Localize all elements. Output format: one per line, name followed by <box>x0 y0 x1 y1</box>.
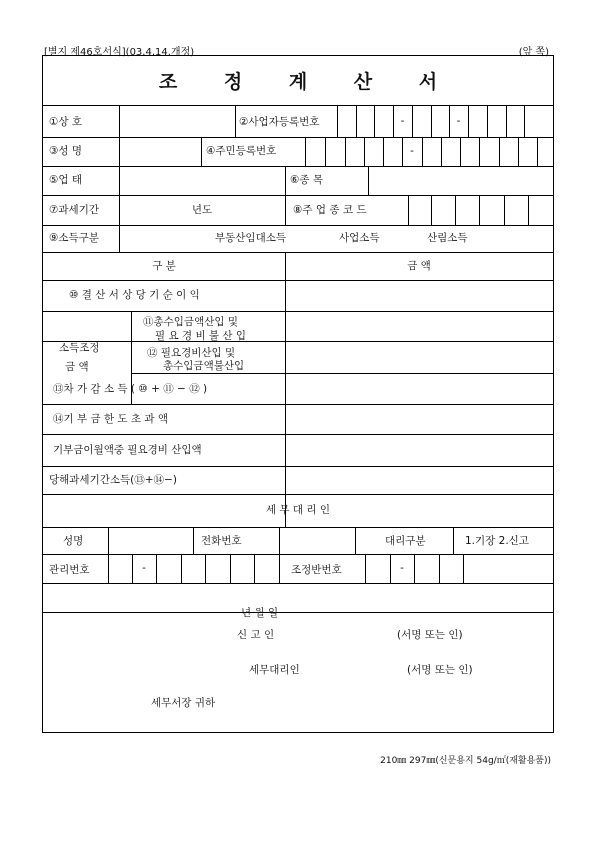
resident-no-dash: - <box>410 145 414 158</box>
adj-label-2: 금 액 <box>65 361 89 373</box>
income-type-label: ⑨소득구분 <box>49 232 99 244</box>
business-type-label: ⑤업 태 <box>49 174 83 186</box>
row-12-line2: 총수입금액불산입 <box>163 360 245 372</box>
agent-signature[interactable]: (서명 또는 인) <box>407 664 473 676</box>
agent-section-title: 세 무 대 리 인 <box>265 504 331 517</box>
adj-label-1: 소득조정 <box>59 342 100 354</box>
form-title: 조 정 계 산 서 <box>158 71 458 93</box>
business-item-label: ⑥종 목 <box>290 174 324 186</box>
row-11-line2: 필 요 경 비 불 산 입 <box>155 330 247 342</box>
row-13-label: ⑬차 가 감 소 득 ( ⑩ + ⑪ − ⑫ ) <box>53 383 208 395</box>
row-11-line1: ⑪총수입금액산입 및 <box>143 316 238 328</box>
form-number: [별지 제46호서식](03.4.14.개정) <box>44 47 195 58</box>
agent-name-label: 성명 <box>63 535 84 547</box>
trade-name-label: ①상 호 <box>49 116 83 128</box>
agent-type-label: 대리구분 <box>385 535 426 547</box>
page-side-label: (앞 쪽) <box>518 47 549 58</box>
tax-period-label: ⑦과세기간 <box>49 204 99 216</box>
amount-header: 금 액 <box>407 259 431 272</box>
reporter-label: 신 고 인 <box>237 629 275 641</box>
sign-date: 년 월 일 <box>241 607 279 619</box>
biz-reg-no-label: ②사업자등록번호 <box>239 116 320 128</box>
category-header: 구 분 <box>152 259 176 272</box>
agent-phone-label: 전화번호 <box>201 535 242 547</box>
row-14-label: ⑭기 부 금 한 도 초 과 액 <box>53 413 169 425</box>
row-net-income-label: ⑩ 결 산 서 상 당 기 순 이 익 <box>69 289 200 301</box>
trade-name-field[interactable] <box>123 108 233 134</box>
agent-type-options[interactable]: 1.기장 2.신고 <box>465 535 529 547</box>
biz-reg-no-dash-2: - <box>456 114 461 127</box>
team-no-label: 조정반번호 <box>291 564 342 576</box>
addressee: 세무서장 귀하 <box>151 697 216 709</box>
adjustment-statement-form <box>42 55 554 733</box>
income-option-business[interactable]: 사업소득 <box>339 232 380 244</box>
reporter-signature[interactable]: (서명 또는 인) <box>397 629 463 641</box>
agent-signer-label: 세무대리인 <box>249 664 300 676</box>
resident-no-label: ④주민등록번호 <box>206 145 277 157</box>
tax-period-year: 년도 <box>191 203 213 216</box>
paper-spec-footer: 210㎜ 297㎜(신문용지 54g/㎡(재활용품)) <box>380 756 551 766</box>
row-12-line1: ⑫ 필요경비산입 및 <box>147 347 236 359</box>
row-16-label: 당해과세기간소득(⑬+⑭−) <box>49 474 177 486</box>
industry-code-label: ⑧주 업 종 코 드 <box>293 204 367 216</box>
mgmt-no-label: 관리번호 <box>49 564 90 576</box>
team-no-dash: - <box>400 562 404 575</box>
income-option-forestry[interactable]: 산림소득 <box>427 232 468 244</box>
name-label: ③성 명 <box>49 145 83 157</box>
row-15-label: 기부금이월액중 필요경비 산입액 <box>53 444 202 456</box>
mgmt-no-dash: - <box>142 562 146 575</box>
income-option-rental[interactable]: 부동산임대소득 <box>215 232 287 244</box>
biz-reg-no-dash-1: - <box>400 114 405 127</box>
